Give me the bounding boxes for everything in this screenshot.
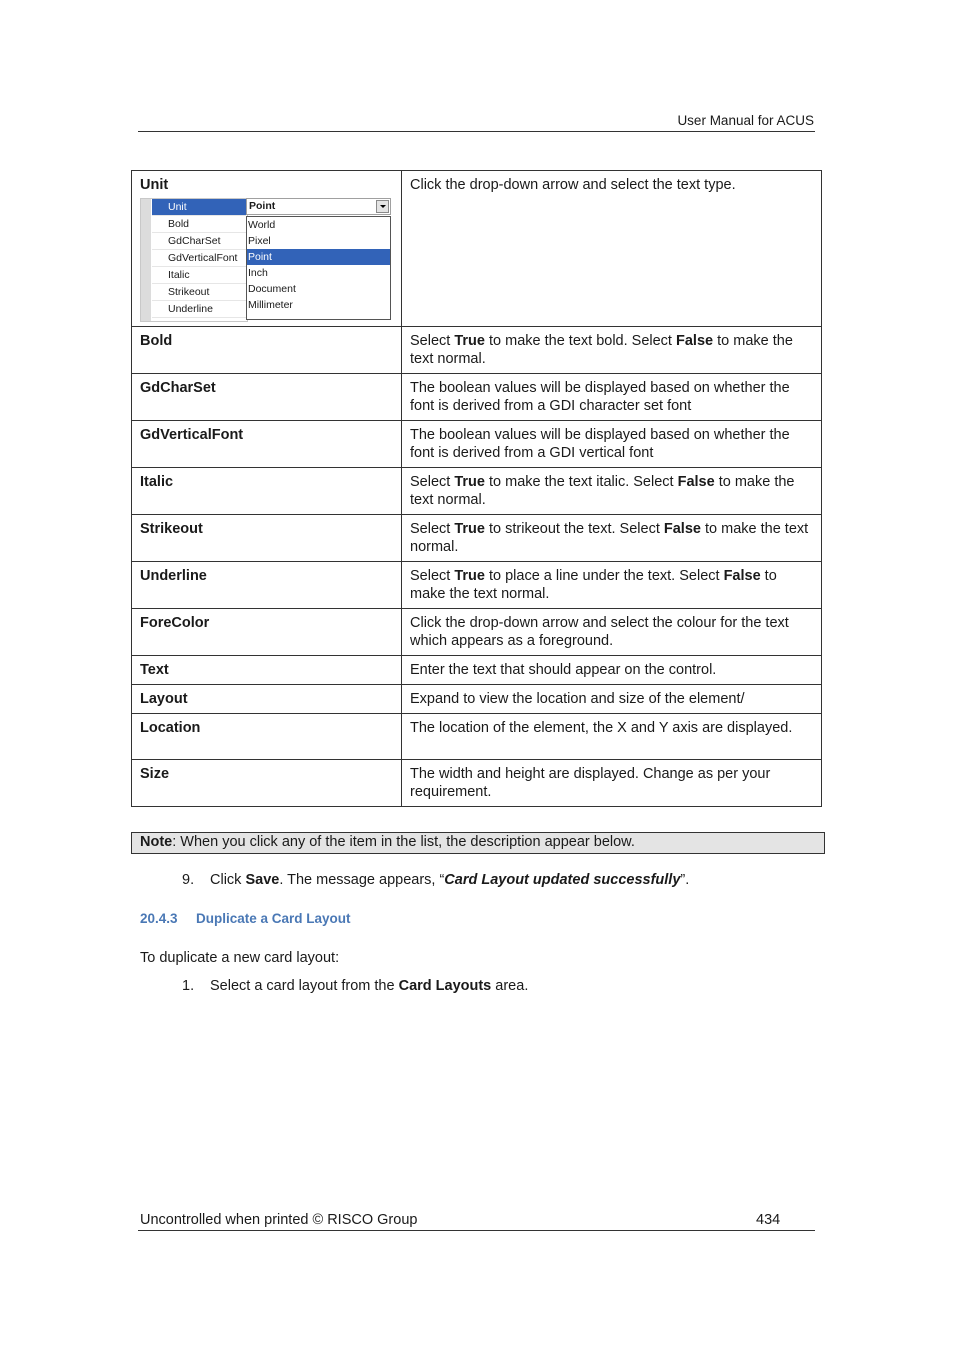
dropdown-option-point[interactable]: Point: [247, 249, 390, 265]
dropdown-arrow-icon[interactable]: [376, 200, 389, 213]
running-header: User Manual for ACUS: [677, 113, 814, 128]
dropdown-option-pixel[interactable]: Pixel: [248, 235, 271, 247]
page-footer: [140, 1212, 815, 1228]
property-grid-rows: [140, 198, 248, 322]
header-rule: [138, 131, 815, 132]
table-row: [132, 374, 822, 421]
dropdown-option-document[interactable]: Document: [248, 283, 296, 295]
table-row: [132, 656, 822, 685]
dropdown-option-millimeter[interactable]: Millimeter: [248, 299, 293, 311]
grid-row-unit[interactable]: Unit: [152, 199, 246, 216]
note-box: [131, 832, 825, 854]
grid-row-underline[interactable]: Underline: [152, 301, 246, 318]
table-row: [132, 515, 822, 562]
property-desc: Click the drop-down arrow and select the colour for the text which appears as a foreground.: [402, 609, 822, 656]
table-row: [132, 562, 822, 609]
dropdown-option-inch[interactable]: Inch: [248, 267, 268, 279]
note-text: : When you click any of the item in the list, the description appear below.: [172, 834, 635, 850]
property-name: Underline: [132, 562, 402, 609]
note-label: Note: [140, 834, 173, 850]
property-name: ForeColor: [132, 609, 402, 656]
property-name: Text: [132, 656, 402, 685]
property-name: Layout: [132, 685, 402, 714]
grid-row-italic[interactable]: Italic: [152, 267, 246, 284]
intro-paragraph: To duplicate a new card layout:: [140, 950, 340, 966]
property-desc: The width and height are displayed. Change as per your requirement.: [402, 760, 822, 807]
grid-row-gdcharset[interactable]: GdCharSet: [152, 233, 246, 250]
footer-rule: [138, 1230, 815, 1231]
property-desc: The boolean values will be displayed based on whether the font is derived from a GDI character set font: [402, 374, 822, 421]
property-desc: The location of the element, the X and Y axis are displayed.: [402, 714, 822, 760]
property-desc: Select True to make the text bold. Select False to make the text normal.: [402, 327, 822, 374]
page-number: 434: [756, 1212, 781, 1228]
step-9: 9. Click Save. The message appears, “Card Layout updated successfully”.: [182, 872, 690, 888]
table-row: [132, 714, 822, 760]
table-row: [132, 327, 822, 374]
table-row: [132, 171, 822, 327]
table-row: [132, 609, 822, 656]
section-heading: [140, 911, 351, 926]
property-name: Strikeout: [132, 515, 402, 562]
property-name-cell: [132, 171, 402, 327]
step-number: 1.: [182, 978, 195, 994]
property-desc: Select True to strikeout the text. Select False to make the text normal.: [402, 515, 822, 562]
property-desc: Select True to make the text italic. Select False to make the text normal.: [402, 468, 822, 515]
grid-row-gdverticalfont[interactable]: GdVerticalFont: [152, 250, 246, 267]
table-row: [132, 760, 822, 807]
table-row: [132, 421, 822, 468]
property-name: GdCharSet: [132, 374, 402, 421]
property-name: Size: [132, 760, 402, 807]
property-name: GdVerticalFont: [132, 421, 402, 468]
unit-combo-value: Point: [249, 200, 276, 212]
properties-table: [131, 170, 822, 807]
grid-row-strikeout[interactable]: Strikeout: [152, 284, 246, 301]
grid-gutter: [141, 199, 151, 321]
property-desc: Click the drop-down arrow and select the text type.: [402, 171, 822, 327]
property-name: Italic: [132, 468, 402, 515]
section-title: Duplicate a Card Layout: [196, 911, 351, 926]
step-number: 9.: [182, 872, 195, 888]
table-row: [132, 468, 822, 515]
section-number: 20.4.3: [140, 911, 178, 926]
property-grid-screenshot: [140, 198, 391, 321]
unit-dropdown-list: [246, 216, 391, 320]
property-desc: The boolean values will be displayed based on whether the font is derived from a GDI vertical font: [402, 421, 822, 468]
property-desc: Select True to place a line under the text. Select False to make the text normal.: [402, 562, 822, 609]
property-desc: Enter the text that should appear on the control.: [402, 656, 822, 685]
property-name: Unit: [140, 177, 169, 193]
unit-combo-box[interactable]: [246, 198, 391, 215]
property-name: Bold: [132, 327, 402, 374]
step-1: 1. Select a card layout from the Card Layouts area.: [182, 978, 529, 994]
grid-row-bold[interactable]: Bold: [152, 216, 246, 233]
dropdown-option-world[interactable]: World: [248, 219, 276, 231]
property-desc: Expand to view the location and size of the element/: [402, 685, 822, 714]
footer-copyright: Uncontrolled when printed © RISCO Group: [140, 1212, 418, 1228]
property-name: Location: [132, 714, 402, 760]
table-row: [132, 685, 822, 714]
